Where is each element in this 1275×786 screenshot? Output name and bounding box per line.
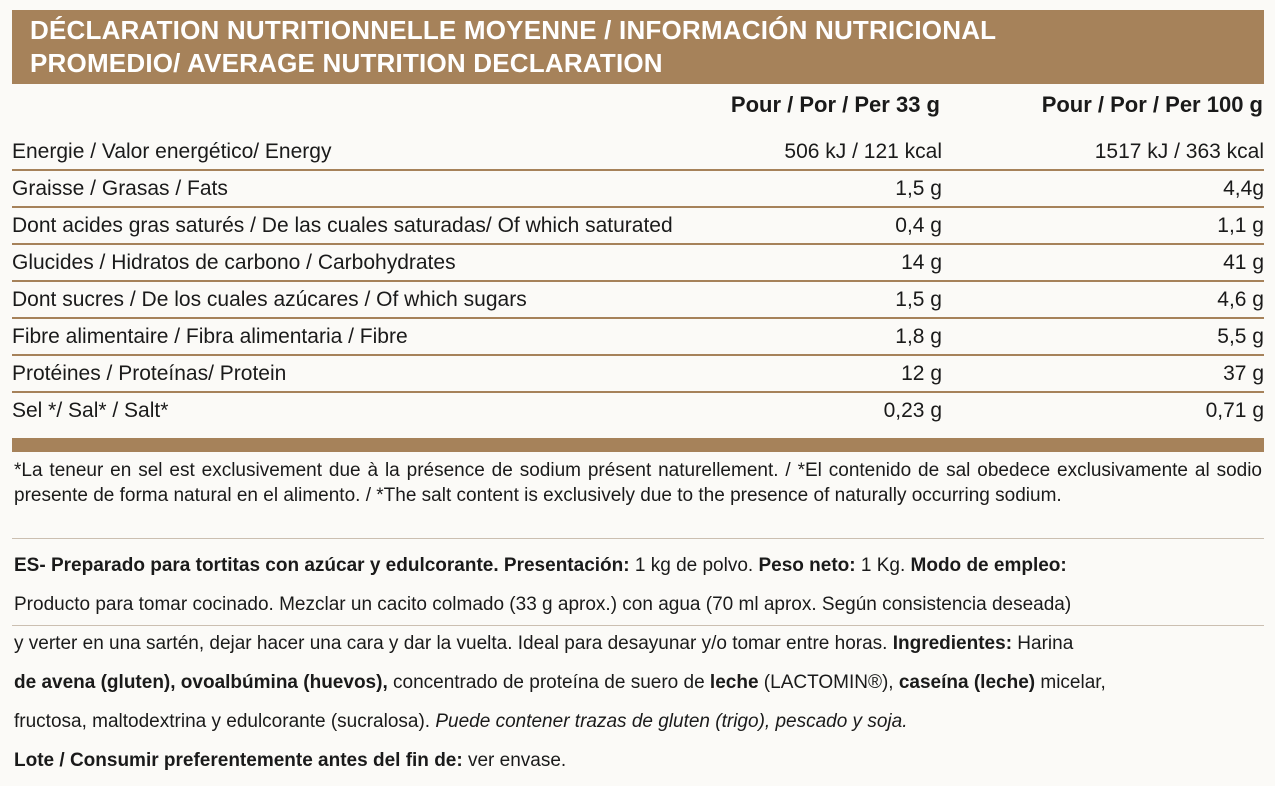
value-per-100g: 1,1 g [942, 207, 1264, 244]
divider [12, 625, 1264, 626]
value-per-serving: 1,5 g [712, 170, 942, 207]
nutrition-header [12, 10, 1264, 84]
value-per-100g: 1517 kJ / 363 kcal [942, 134, 1264, 170]
column-header-per-100g: Pour / Por / Per 100 g [1041, 92, 1263, 117]
table-row [12, 355, 1264, 392]
ingredients-label: Ingredientes: [892, 633, 1013, 654]
table-bottom-bar [12, 438, 1264, 452]
allergen-text: caseína (leche) [898, 672, 1036, 693]
divider [12, 538, 1264, 539]
nutrient-name: Protéines / Proteínas/ Protein [12, 355, 712, 392]
info-line [14, 663, 1266, 702]
product-title: ES- Preparado para tortitas con azúcar y edulcorante. Presentación: [14, 555, 630, 576]
info-line [14, 624, 1266, 663]
nutrient-name: Dont sucres / De los cuales azúcares / Of which sugars [12, 281, 712, 318]
ingredients-text: concentrado de proteína de suero de [387, 672, 710, 693]
info-line [14, 741, 1266, 780]
info-line [14, 702, 1266, 741]
nutrient-name: Sel */ Sal* / Salt* [12, 398, 169, 422]
salt-footnote: *La teneur en sel est exclusivement due à la présence de sodium présent naturellement. / *El contenido de sal obedece exclusivamente al sodio presente de forma natural en el alimento. / *The salt content is exclusively due to the presence of naturally occurring sodium. [14, 460, 1262, 506]
spanish-product-info [14, 546, 1266, 780]
header-title-line1: DÉCLARATION NUTRITIONNELLE MOYENNE / INFORMACIÓN NUTRICIONAL [30, 15, 997, 45]
column-header-per-serving: Pour / Por / Per 33 g [730, 92, 940, 117]
ingredients-text: Harina [1012, 633, 1074, 654]
nutrient-name: Glucides / Hidratos de carbono / Carbohydrates [12, 244, 712, 281]
ingredients-text: micelar, [1035, 672, 1106, 693]
nutrition-table [12, 134, 1264, 428]
usage-label: Modo de empleo: [910, 555, 1067, 576]
value-per-serving: 1,5 g [712, 281, 942, 318]
ingredients-text: (LACTOMIN®), [758, 672, 899, 693]
info-line [14, 546, 1266, 585]
allergen-text: leche [709, 672, 759, 693]
nutrient-name: Dont acides gras saturés / De las cuales saturadas/ Of which saturated [12, 207, 712, 244]
value-per-100g: 4,6 g [942, 281, 1264, 318]
value-per-serving: 0,23 g [883, 398, 942, 422]
allergen-text: de avena (gluten), ovoalbúmina (huevos), [14, 672, 388, 693]
traces-warning: Puede contener trazas de gluten (trigo), pescado y soja. [435, 711, 908, 732]
value-per-100g: 0,71 g [1205, 398, 1264, 422]
value-per-serving: 1,8 g [712, 318, 942, 355]
value-per-serving: 0,4 g [712, 207, 942, 244]
presentation-value: 1 kg de polvo. [629, 555, 759, 576]
net-weight-label: Peso neto: [758, 555, 856, 576]
value-per-100g: 5,5 g [942, 318, 1264, 355]
value-per-100g: 4,4g [942, 170, 1264, 207]
nutrient-name: Fibre alimentaire / Fibra alimentaria / Fibre [12, 318, 712, 355]
header-title-line2: PROMEDIO/ AVERAGE NUTRITION DECLARATION [30, 48, 663, 78]
value-per-serving: 12 g [712, 355, 942, 392]
lot-value: ver envase. [462, 750, 567, 771]
value-per-serving: 14 g [712, 244, 942, 281]
ingredients-text: fructosa, maltodextrina y edulcorante (sucralosa). [14, 711, 436, 732]
table-row [12, 170, 1264, 207]
table-row [12, 244, 1264, 281]
lot-label: Lote / Consumir preferentemente antes del fin de: [14, 750, 463, 771]
table-row [12, 318, 1264, 355]
usage-text: y verter en una sartén, dejar hacer una cara y dar la vuelta. Ideal para desayunar y/o tomar entre horas. [14, 633, 893, 654]
value-per-serving: 506 kJ / 121 kcal [712, 134, 942, 170]
table-row [12, 392, 1264, 428]
nutrient-name: Energie / Valor energético/ Energy [12, 134, 712, 170]
value-per-100g: 37 g [942, 355, 1264, 392]
net-weight-value: 1 Kg. [855, 555, 911, 576]
table-row [12, 281, 1264, 318]
value-per-100g: 41 g [942, 244, 1264, 281]
table-row [12, 134, 1264, 170]
nutrient-name: Graisse / Grasas / Fats [12, 170, 712, 207]
table-row [12, 207, 1264, 244]
info-line: Producto para tomar cocinado. Mezclar un cacito colmado (33 g aprox.) con agua (70 ml aprox. Según consistencia deseada) [14, 594, 1072, 615]
